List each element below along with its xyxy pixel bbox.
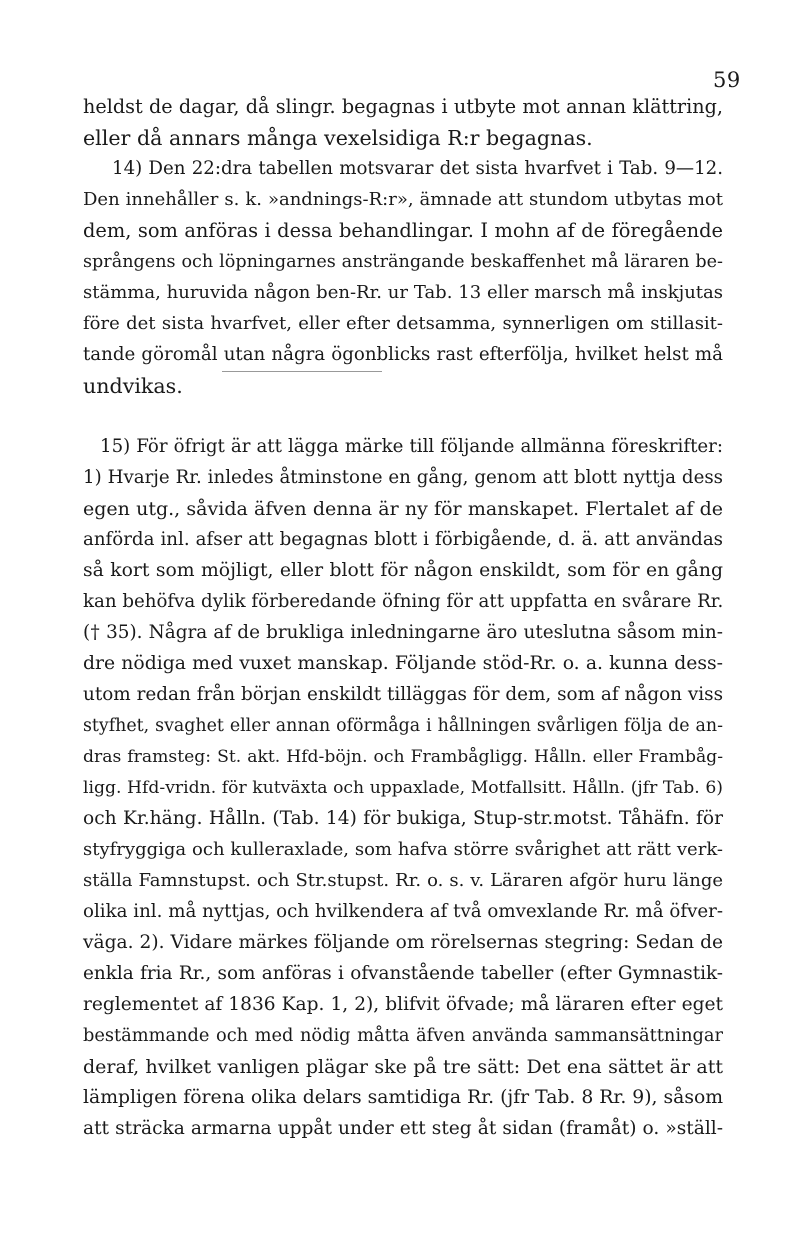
text-line: 15) För öfrigt är att lägga märke till följande allmänna föreskrifter: — [100, 436, 723, 457]
text-line: tande göromål utan några ögonblicks rast efterfölja, hvilket helst må — [83, 344, 723, 365]
text-line: språngens och löpningarnes ansträngande beskaffenhet må läraren be- — [83, 252, 723, 272]
text-line: dras framsteg: St. akt. Hfd-böjn. och Frambågligg. Hålln. eller Frambåg- — [83, 747, 723, 767]
text-line: anförda inl. afser att begagnas blott i förbigående, d. ä. att användas — [83, 529, 723, 550]
text-line: olika inl. må nyttjas, och hvilkendera af två omvexlande Rr. må öfver- — [83, 901, 723, 922]
text-line: dem, som anföras i dessa behandlingar. I mohn af de föregående — [83, 219, 723, 242]
text-line: eller då annars många vexelsidiga R:r begagnas. — [83, 126, 593, 150]
text-line: styfhet, svaghet eller annan oförmåga i hållningen svårligen följa de an- — [83, 716, 723, 736]
text-line: väga. 2). Vidare märkes följande om rörelsernas stegring: Sedan de — [83, 932, 723, 953]
text-line: styfryggiga och kulleraxlade, som hafva större svårighet att rätt verk- — [83, 839, 723, 860]
divider — [222, 371, 382, 372]
text-line: att sträcka armarna uppåt under ett steg åt sidan (framåt) o. »ställ- — [83, 1118, 723, 1139]
text-line: utom redan från början enskildt tilläggas för dem, som af någon viss — [83, 684, 724, 705]
text-line: dre nödiga med vuxet manskap. Följande stöd-Rr. o. a. kunna dess- — [83, 653, 723, 674]
text-line: bestämmande och med nödig måtta äfven använda sammansättningar — [83, 1025, 723, 1046]
text-line: undvikas. — [83, 374, 183, 398]
text-line: före det sista hvarfvet, eller efter detsamma, synnerligen om stillasit- — [83, 313, 723, 334]
text-line: († 35). Några af de brukliga inledningarne äro uteslutna såsom min- — [83, 622, 723, 643]
text-line: så kort som möjligt, eller blott för någon enskildt, som för en gång — [83, 560, 723, 581]
page-number: 59 — [713, 68, 741, 92]
text-line: deraf, hvilket vanligen plägar ske på tre sätt: Det ena sättet är att — [83, 1056, 723, 1078]
text-line: reglementet af 1836 Kap. 1, 2), blifvit öfvade; må läraren efter eget — [83, 994, 723, 1015]
text-line: ligg. Hfd-vridn. för kutväxta och uppaxlade, Motfallsitt. Hålln. (jfr Tab. 6) — [83, 778, 723, 798]
text-line: och Kr.häng. Hålln. (Tab. 14) för bukiga, Stup-str.motst. Tåhäfn. för — [83, 808, 723, 829]
text-line: kan behöfva dylik förberedande öfning för att uppfatta en svårare Rr. — [83, 591, 724, 612]
text-line: lämpligen förena olika delars samtidiga Rr. (jfr Tab. 8 Rr. 9), såsom — [83, 1087, 724, 1108]
text-line: Den innehåller s. k. »andnings-R:r», ämnade att stundom utbytas mot — [83, 189, 723, 210]
text-line: 14) Den 22:dra tabellen motsvarar det sista hvarfvet i Tab. 9—12. — [112, 158, 723, 179]
text-line: 1) Hvarje Rr. inledes åtminstone en gång, genom att blott nyttja dess — [83, 467, 723, 488]
text-line: ställa Famnstupst. och Str.stupst. Rr. o. s. v. Läraren afgör huru länge — [83, 870, 723, 891]
text-line: egen utg., såvida äfven denna är ny för manskapet. Flertalet af de — [83, 498, 723, 520]
text-line: enkla fria Rr., som anföras i ofvanstående tabeller (efter Gymnastik- — [83, 963, 723, 984]
text-line: stämma, huruvida någon ben-Rr. ur Tab. 13 eller marsch må inskjutas — [83, 282, 723, 303]
text-line: heldst de dagar, då slingr. begagnas i utbyte mot annan klättring, — [83, 95, 723, 118]
